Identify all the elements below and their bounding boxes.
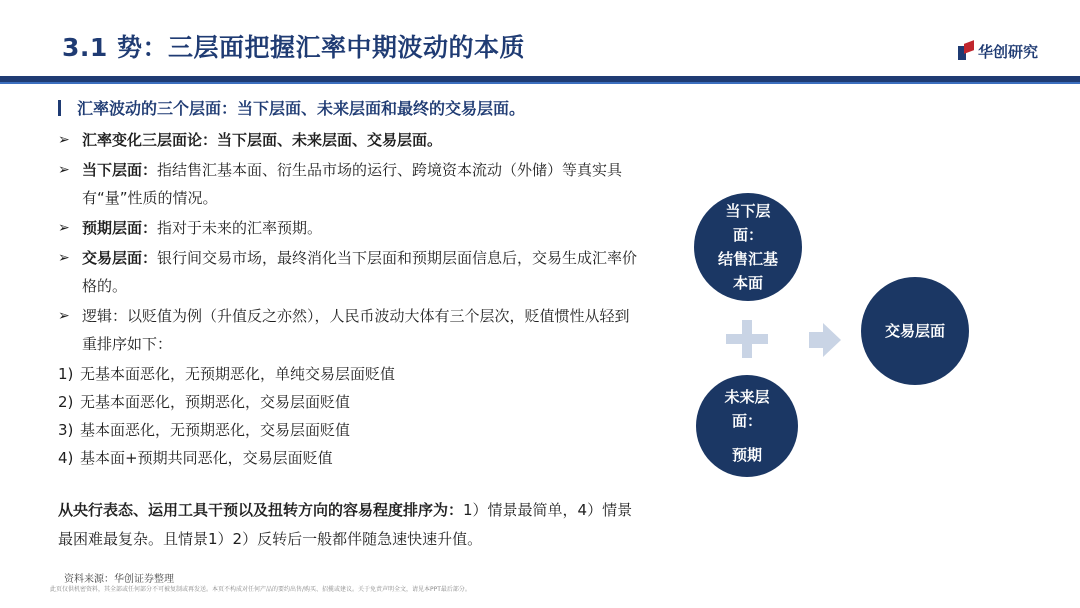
bullet-arrow-icon: ➢	[58, 132, 70, 148]
bullet-label: 预期层面：	[82, 219, 158, 237]
section-subheading	[58, 96, 525, 119]
item-text: 无基本面恶化，无预期恶化，单纯交易层面贬值	[80, 365, 396, 383]
bullet-text: 指结售汇基本面、衍生品市场的运行、跨境资本流动（外储）等真实具有“量”性质的情况。	[82, 161, 623, 207]
plus-icon	[726, 320, 768, 358]
item-number: 1)	[58, 365, 74, 383]
bullet-item	[58, 126, 638, 154]
bullet-item	[58, 214, 638, 242]
circle-line: 面：	[732, 226, 763, 244]
bullet-text: 指对于未来的汇率预期。	[157, 219, 323, 237]
item-text: 无基本面恶化，预期恶化，交易层面贬值	[80, 393, 351, 411]
page-title: 3.1 势：三层面把握汇率中期波动的本质	[62, 33, 525, 62]
item-text: 基本面恶化，无预期恶化，交易层面贬值	[80, 421, 351, 439]
circle-line: 预期	[731, 446, 762, 464]
item-number: 3)	[58, 421, 74, 439]
item-number: 4)	[58, 449, 74, 467]
logo-text: 华创研究	[978, 42, 1039, 61]
numbered-item	[58, 360, 638, 388]
circle-line: 面：	[731, 412, 762, 430]
bullet-item	[58, 302, 638, 358]
source-note: 资料来源：华创证券整理	[64, 574, 174, 585]
conclusion-label: 从央行表态、运用工具干预以及扭转方向的容易程度排序为：	[58, 501, 464, 519]
circle-line: 当下层	[725, 202, 771, 220]
bullet-arrow-icon: ➢	[58, 162, 70, 178]
circle-label: 交易层面	[884, 322, 945, 340]
circle-current-level	[694, 193, 802, 301]
bullet-item	[58, 156, 638, 212]
header-divider	[0, 76, 1080, 84]
circle-line: 结售汇基	[717, 250, 778, 268]
bullet-text: 逻辑：以贬值为例（升值反之亦然），人民币波动大体有三个层次，贬值惯性从轻到重排序如下：	[82, 307, 630, 353]
bullet-arrow-icon: ➢	[58, 308, 70, 324]
conclusion-text: 1）情景最简单，4）情景最困难最复杂。且情景1）2）反转后一般都伴随急速快速升值。	[58, 501, 633, 548]
bullet-label: 汇率变化三层面论：当下层面、未来层面、交易层面。	[82, 131, 443, 149]
circle-line: 未来层	[724, 388, 770, 406]
subheading-bar	[58, 100, 61, 116]
bullet-arrow-icon: ➢	[58, 250, 70, 266]
disclaimer-text: 此页仅供机密资料，其全部或任何部分不可被复制或再发送。本页不构成对任何产品的要约出售/购买、招揽或建议。关于免责声明全文，请见本PPT最后部分。	[50, 586, 471, 593]
brand-logo	[958, 40, 1038, 62]
bullet-label: 交易层面：	[82, 249, 158, 267]
subheading-text: 汇率波动的三个层面：当下层面、未来层面和最终的交易层面。	[77, 99, 526, 118]
logo-icon	[958, 42, 974, 60]
numbered-item	[58, 416, 638, 444]
circle-future-level	[696, 375, 798, 477]
bullet-text: 银行间交易市场，最终消化当下层面和预期层面信息后，交易生成汇率价格的。	[82, 249, 638, 295]
numbered-item	[58, 388, 638, 416]
item-number: 2)	[58, 393, 74, 411]
item-text: 基本面+预期共同恶化，交易层面贬值	[80, 449, 333, 467]
conclusion-paragraph	[58, 496, 638, 554]
bullet-item	[58, 244, 638, 300]
bullet-arrow-icon: ➢	[58, 220, 70, 236]
bullet-label: 当下层面：	[82, 161, 158, 179]
numbered-item	[58, 444, 638, 472]
right-arrow-icon	[809, 323, 841, 357]
circle-trading-level	[861, 277, 969, 385]
bullet-content	[58, 126, 638, 472]
circle-line: 本面	[732, 274, 763, 292]
